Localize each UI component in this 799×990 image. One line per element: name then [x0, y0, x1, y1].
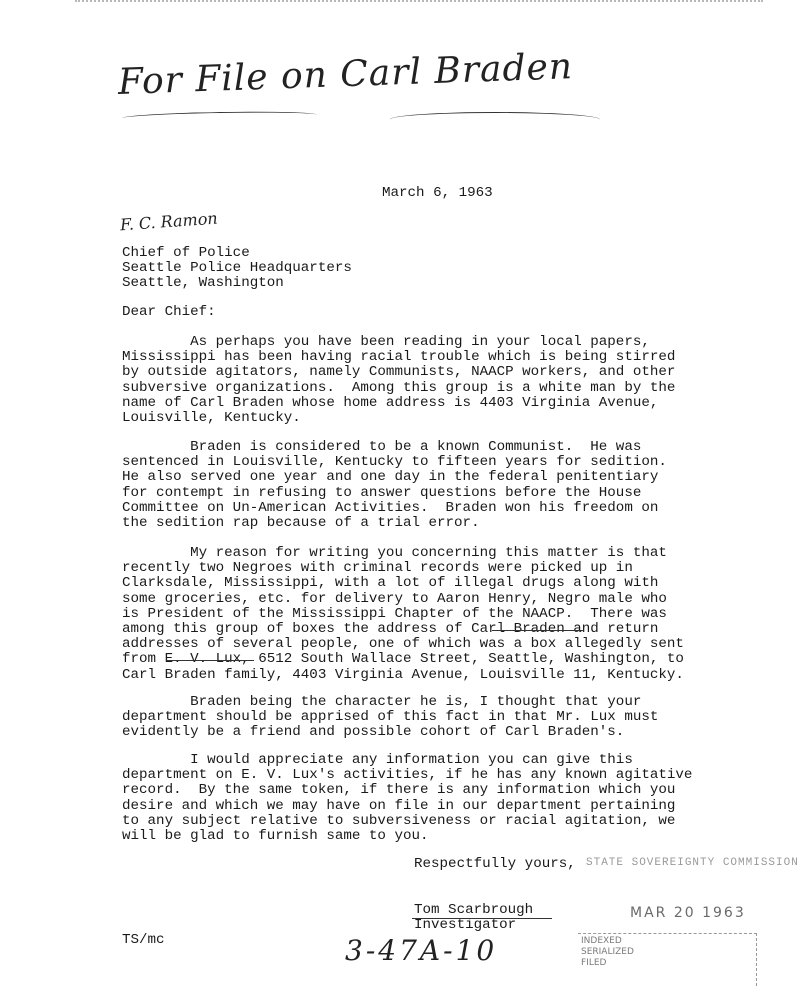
typist-initials: TS/mc: [122, 932, 165, 948]
top-dotted-edge: [75, 0, 763, 2]
signature-underline: [412, 918, 552, 919]
signer-title: Investigator: [414, 917, 517, 934]
filed-stamp-label: FILED: [581, 958, 607, 968]
note-underline: [122, 110, 317, 122]
lux-underline: [166, 660, 254, 661]
serialized-stamp-label: SERIALIZED: [581, 947, 634, 957]
paragraph-5: I would appreciate any information you can give this department on E. V. Lux's activities, if he has any known agitative record. By the same token, if there is any information which you desire and which we may have on file in our department pertaining to any subject relative to subversiveness or racial agitation, we will be glad to furnish same to you.: [122, 752, 693, 845]
paragraph-2: Braden is considered to be a known Communist. He was sentenced in Louisville, Kentucky to fifteen years for sedition. He also served one year and one day in the federal penitentiary for contempt in refusing to answer questions before the House Committee on Un-American Activities. Braden won his freedom on the sedition rap because of a trial error.: [122, 439, 667, 532]
handwritten-file-number: 3-47A-10: [345, 934, 498, 967]
carl-braden-underline: [492, 630, 584, 631]
recipient-address: Chief of Police Seattle Police Headquarters Seattle, Washington: [122, 245, 352, 292]
paragraph-1: As perhaps you have been reading in your local papers, Mississippi has been having racial trouble which is being stirred by outside agitators, namely Communists, NAACP workers, and other subversive organizations. Among this group is a white man by the name of Carl Braden whose home address is 4403 Virginia Avenue, Louisville, Kentucky.: [122, 334, 676, 427]
indexed-stamp-label: INDEXED: [581, 936, 622, 946]
faded-commission-stamp: STATE SOVEREIGNTY COMMISSION: [586, 857, 799, 869]
signer-name: Tom Scarbrough: [414, 902, 534, 918]
paragraph-4: Braden being the character he is, I thought that your department should be apprised of this fact in that Mr. Lux must evidently be a friend and possible cohort of Carl Braden's.: [122, 694, 659, 741]
closing: Respectfully yours,: [414, 856, 576, 872]
received-date-stamp: MAR 20 1963: [630, 905, 746, 921]
letter-date: March 6, 1963: [382, 185, 493, 201]
note-underline-swash: [390, 112, 600, 127]
recipient-handwritten-name: F. C. Ramon: [119, 208, 219, 235]
paragraph-3: My reason for writing you concerning this matter is that recently two Negroes with criminal records were picked up in Clarksdale, Mississippi, with a lot of illegal drugs along with some groceries, etc. for delivery to Aaron Henry, Negro male who is President of the Mississippi Chapter of the NAACP. There was among this group of boxes the address of Carl Braden and return addresses of several people, one of which was a box allegedly sent from E. V. Lux, 6512 South Wallace Street, Seattle, Washington, to Carl Braden family, 4403 Virginia Avenue, Louisville 11, Kentucky.: [122, 545, 684, 683]
salutation: Dear Chief:: [122, 304, 216, 320]
handwritten-file-note: For File on Carl Braden: [117, 46, 574, 103]
